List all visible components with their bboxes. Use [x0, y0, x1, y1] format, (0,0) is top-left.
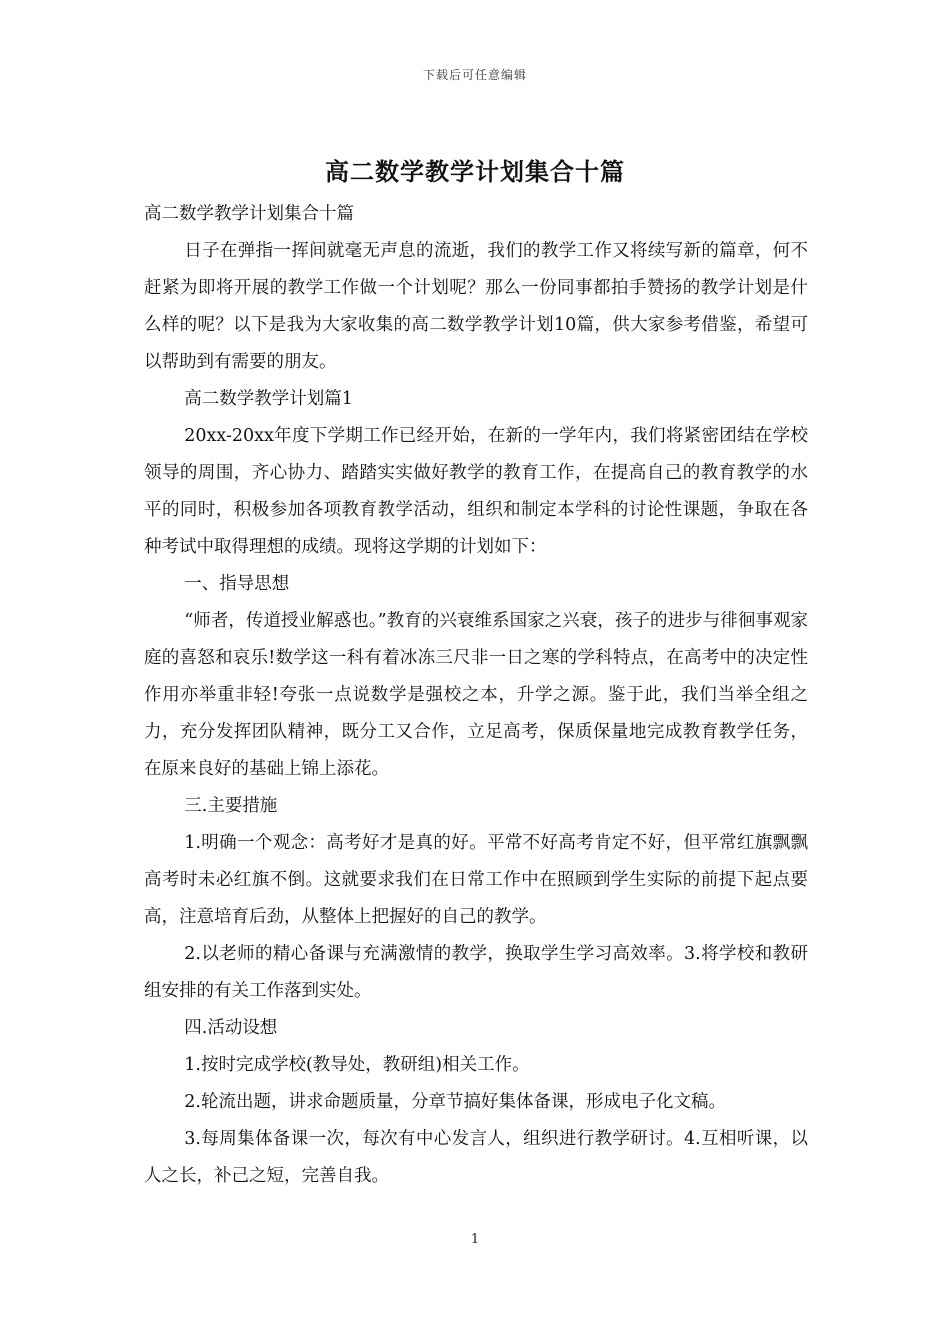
plan-1-intro-paragraph: 20xx-20xx年度下学期工作已经开始，在新的一学年内，我们将紧密团结在学校领导的周围，齐心协力、踏踏实实做好教学的教育工作，在提高自己的教育教学的水平的同时，积极参加各项教育教学活动，组织和制定本学科的讨论性课题，争取在各种考试中取得理想的成绩。现将这学期的计划如下：	[144, 426, 808, 557]
intro-paragraph: 日子在弹指一挥间就毫无声息的流逝，我们的教学工作又将续写新的篇章，何不赶紧为即将开展的教学工作做一个计划呢？那么一份同事都拍手赞扬的教学计划是什么样的呢？以下是我为大家收集的高二数学教学计划10篇，供大家参考借鉴，希望可以帮助到有需要的朋友。	[144, 241, 808, 372]
section-heading-guiding-thought: 一、指导思想	[184, 574, 290, 594]
page-number: 1	[470, 1232, 480, 1247]
guiding-thought-paragraph: “师者，传道授业解惑也。”教育的兴衰维系国家之兴衰，孩子的进步与徘徊事观家庭的喜怒和哀乐!数学这一科有着冰冻三尺非一日之寒的学科特点，在高考中的决定性作用亦举重非轻!夸张一点说数学是强校之本，升学之源。鉴于此，我们当举全组之力，充分发挥团队精神，既分工又合作，立足高考，保质保量地完成教育教学任务，在原来良好的基础上锦上添花。	[144, 611, 808, 779]
activity-item-3: 3.每周集体备课一次，每次有中心发言人，组织进行教学研讨。4.互相听课，以人之长，补己之短，完善自我。	[144, 1129, 808, 1186]
section-heading-plan-1: 高二数学教学计划篇1	[184, 389, 353, 409]
section-heading-activity-ideas: 四.活动设想	[184, 1018, 278, 1038]
header-note: 下载后可任意编辑	[422, 68, 527, 82]
activity-item-2: 2.轮流出题，讲求命题质量，分章节搞好集体备课，形成电子化文稿。	[184, 1092, 726, 1112]
document-title: 高二数学教学计划集合十篇	[325, 157, 625, 186]
document-body	[144, 196, 808, 1195]
subtitle-paragraph: 高二数学教学计划集合十篇	[144, 204, 354, 224]
measure-item-2: 2.以老师的精心备课与充满激情的教学，换取学生学习高效率。3.将学校和教研组安排的有关工作落到实处。	[144, 944, 808, 1001]
measure-item-1: 1.明确一个观念：高考好才是真的好。平常不好高考肯定不好，但平常红旗飘飘高考时未必红旗不倒。这就要求我们在日常工作中在照顾到学生实际的前提下起点要高，注意培育后劲，从整体上把握好的自己的教学。	[144, 833, 808, 927]
activity-item-1: 1.按时完成学校(教导处，教研组)相关工作。	[184, 1055, 530, 1075]
section-heading-main-measures: 三.主要措施	[184, 796, 278, 816]
